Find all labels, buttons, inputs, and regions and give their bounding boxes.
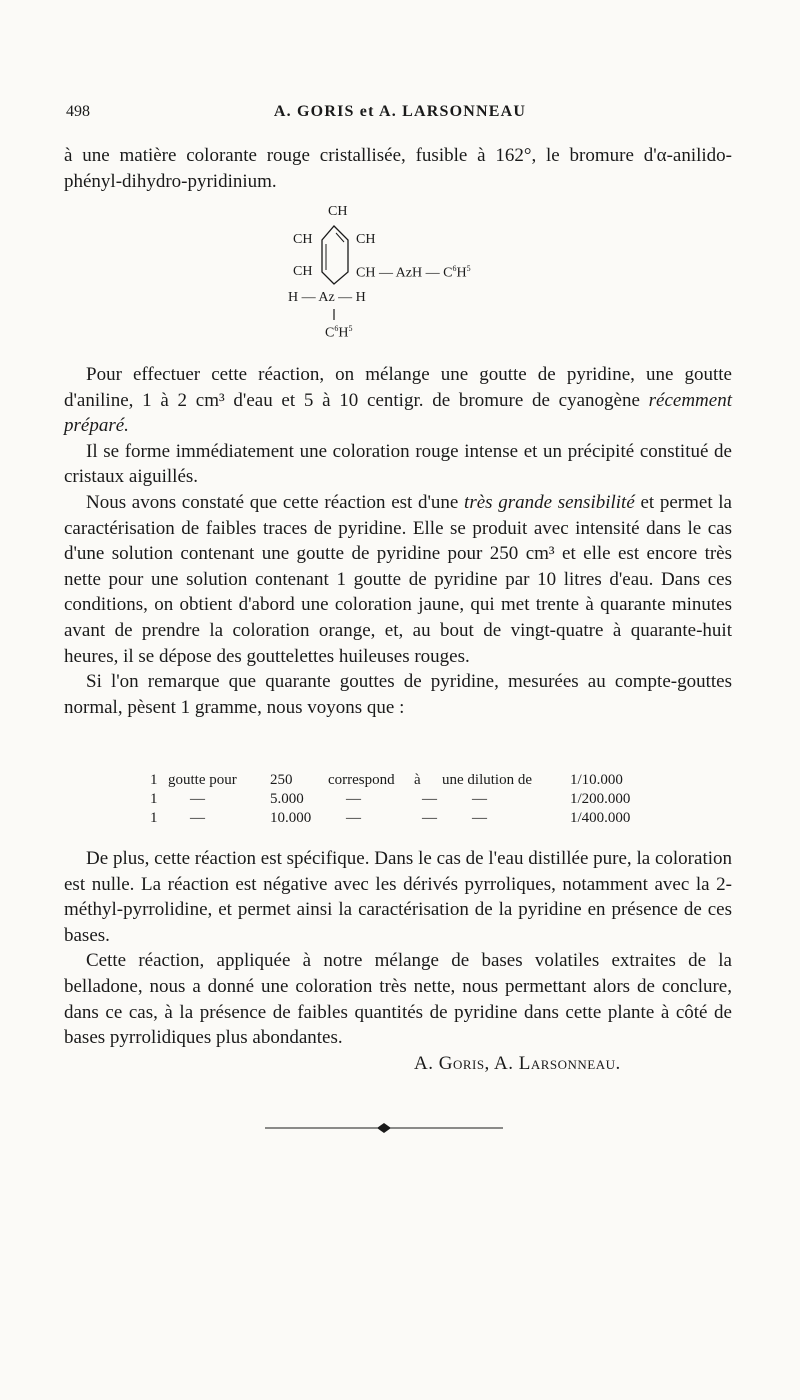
- paragraph-precipitate: Il se forme immédiatement une coloration rouge intense et un précipité constitué de cristaux aiguillés.: [64, 440, 732, 488]
- formula-ch-right-upper: CH: [356, 232, 376, 247]
- paragraph-sensitivity: Nous avons constaté que cette réaction est d'une très grande sensibilité et permet la caractérisation de faibles traces de pyridine. Elle se produit avec intensité dans le cas d'une solution contenant une goutte de pyridine pour 250 cm³ et elle est encore très nette pour une solution contenant 1 goutte de pyridine par 10 litres d'eau. Dans ces conditions, on obtient d'abord une coloration jaune, qui met trente à quarante minutes avant de prendre la coloration orange, et, au bout de vingt-quatre à quarante-huit heures, il se dépose des gouttelettes huileuses rouges.: [64, 491, 732, 667]
- formula-nitrogen-line: H — Az — H: [288, 290, 366, 305]
- dilution-table: [150, 771, 630, 828]
- table-row: 1 — 10.000 — — — 1/400.000: [150, 810, 631, 826]
- body-text-conclusion: [64, 846, 732, 1051]
- table-row: 1 goutte pour 250 correspond à une dilution de 1/10.000: [150, 772, 623, 788]
- author-signature: A. Goris, A. Larsonneau.: [414, 1053, 621, 1074]
- running-head: A. GORIS et A. LARSONNEAU: [273, 103, 527, 120]
- page-header: [66, 103, 734, 129]
- paragraph-belladone: Cette réaction, appliquée à notre mélange de bases volatiles extraites de la belladone, nous a donné une coloration très nette, nous permettant alors de conclure, dans ce cas, à la présence de faibles quantités de pyridine dans cette plante à côté de bases pyrrolidiques plus abondantes.: [64, 950, 732, 1049]
- end-ornament-icon: [265, 1123, 503, 1133]
- body-text: [64, 362, 732, 720]
- table-row: 1 — 5.000 — — — 1/200.000: [150, 791, 631, 807]
- paragraph-specificity: De plus, cette réaction est spécifique. Dans le cas de l'eau distillée pure, la coloration est nulle. La réaction est négative avec les dérivés pyrroliques, notamment avec la 2-méthyl-pyrrolidine, et permet ainsi la caractérisation de la pyridine en présence de ces bases.: [64, 848, 732, 946]
- formula-ch-right-lower: CH — AzH — $C^6H^5$: [356, 264, 471, 281]
- formula-ch-left-upper: CH: [293, 232, 313, 247]
- structural-formula: [280, 198, 540, 348]
- page-number: 498: [66, 103, 90, 120]
- intro-text: à une matière colorante rouge cristallisée, fusible à 162°, le bromure d'α-anilido-phényl-dihydro-pyridinium.: [64, 145, 732, 192]
- paragraph-drops: Si l'on remarque que quarante gouttes de pyridine, mesurées au compte-gouttes normal, pèsent 1 gramme, nous voyons que :: [64, 671, 732, 718]
- formula-ch-left-lower: CH: [293, 264, 313, 279]
- formula-phenyl-bottom: $C^6H^5$: [325, 324, 353, 341]
- paragraph-procedure: Pour effectuer cette réaction, on mélange une goutte de pyridine, une goutte d'aniline, 1 à 2 cm³ d'eau et 5 à 10 centigr. de bromure de cyanogène récemment préparé.: [64, 364, 732, 437]
- formula-ch-top: CH: [328, 204, 348, 219]
- intro-paragraph: [64, 143, 732, 194]
